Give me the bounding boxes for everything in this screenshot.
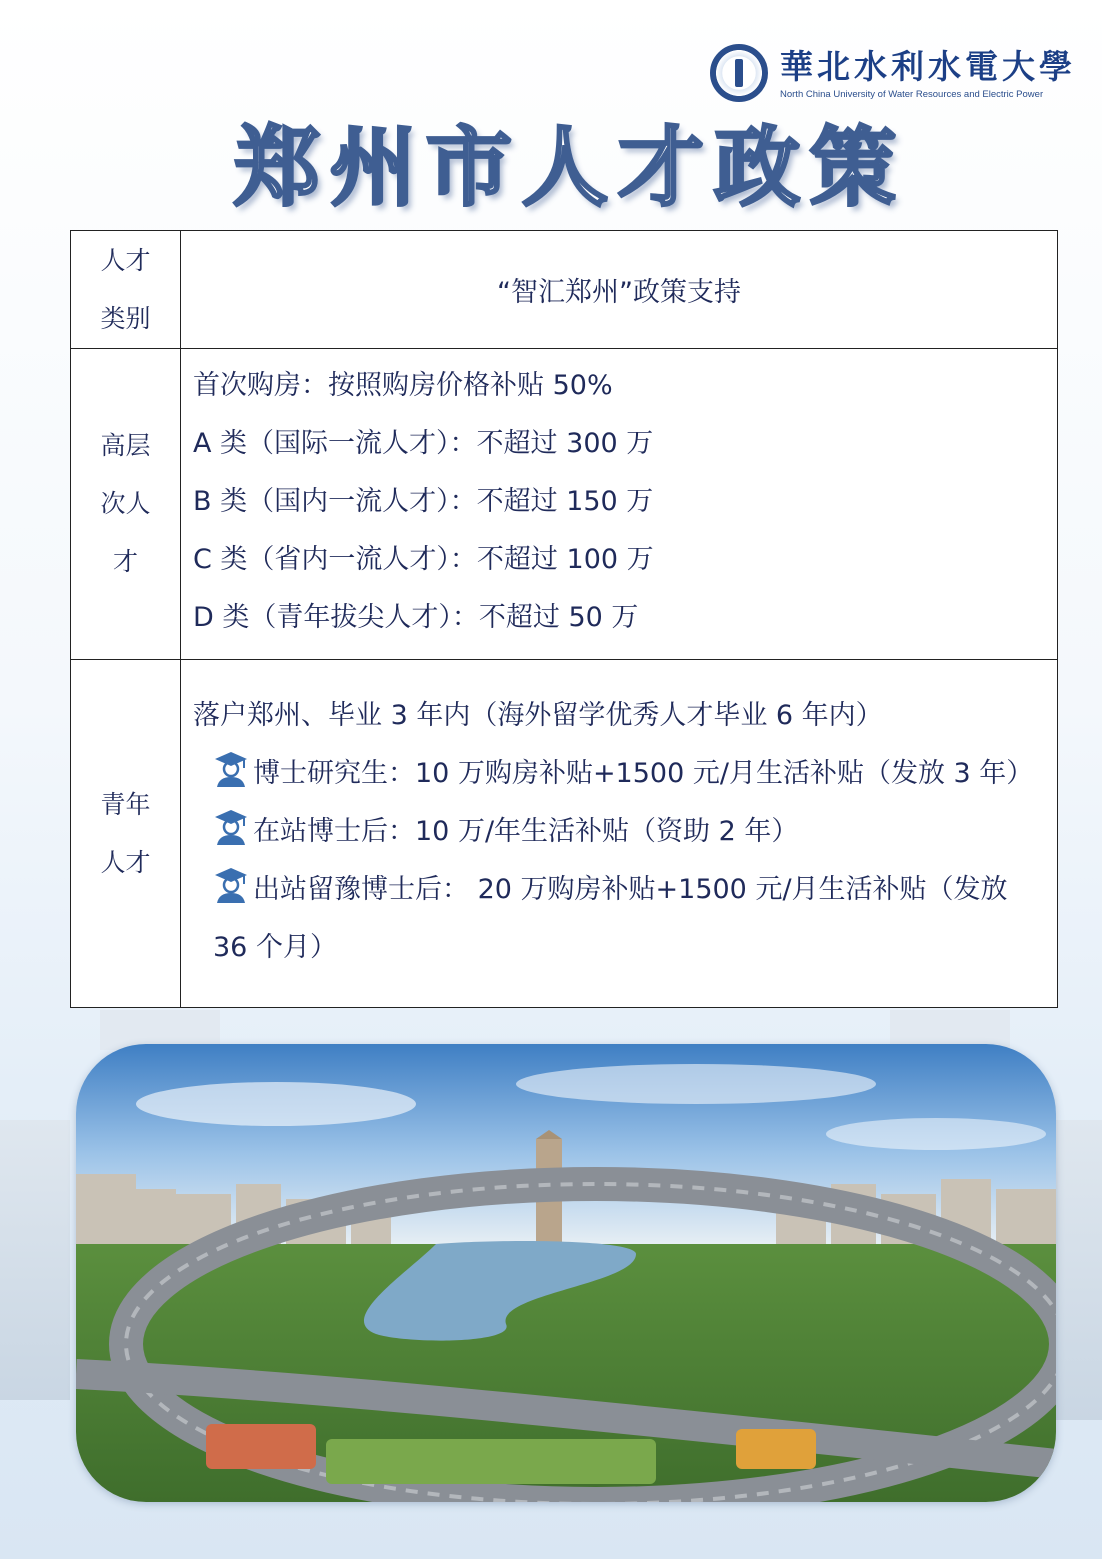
policy-item [193, 803, 1047, 861]
category-header-text: 人才类别 [100, 245, 151, 333]
policy-line: D 类（青年拔尖人才）：不超过 50 万 [193, 602, 639, 633]
table-row-young-talent [71, 660, 1058, 1008]
category-text-young-talent: 青年人才 [100, 789, 151, 877]
city-skyline-illustration [76, 1044, 1056, 1502]
graduate-icon [213, 866, 249, 904]
policy-cell-young-talent [181, 660, 1058, 1008]
policy-item-text: 在站博士后：10 万/年生活补贴（资助 2 年） [253, 815, 799, 847]
logo-english-name: North China University of Water Resources and Electric Power [780, 88, 1044, 100]
graduate-icon [213, 750, 249, 788]
category-cell-high-level [71, 349, 181, 660]
city-aerial-photo [76, 1044, 1056, 1502]
policy-line: B 类（国内一流人才）：不超过 150 万 [193, 486, 654, 517]
graduate-icon [213, 808, 249, 846]
policy-line: A 类（国际一流人才）：不超过 300 万 [193, 428, 654, 459]
policy-header-cell: “智汇郑州”政策支持 [181, 231, 1058, 349]
policy-cell-high-level [181, 349, 1058, 660]
category-text-high-level: 高层次人才 [100, 431, 151, 576]
policy-table [70, 230, 1058, 1008]
table-header-row [71, 231, 1058, 349]
university-logo [710, 44, 1076, 102]
background-building-left [0, 1120, 70, 1400]
university-seal-icon [710, 44, 768, 102]
policy-intro: 落户郑州、毕业 3 年内（海外留学优秀人才毕业 6 年内） [193, 699, 883, 731]
category-header-cell [71, 231, 181, 349]
logo-text [780, 47, 1076, 100]
policy-item-text: 出站留豫博士后： 20 万购房补贴+1500 元/月生活补贴（发放 36 个月） [213, 873, 1008, 963]
policy-line: C 类（省内一流人才）：不超过 100 万 [193, 544, 654, 575]
page-title: 郑州市人才政策 [234, 117, 906, 218]
policy-line: 首次购房：按照购房价格补贴 50% [193, 370, 613, 401]
logo-chinese-name: 華北水利水電大學 [780, 46, 1076, 86]
table-row-high-level [71, 349, 1058, 660]
policy-item [193, 745, 1047, 803]
policy-item [193, 861, 1047, 977]
policy-item-text: 博士研究生：10 万购房补贴+1500 元/月生活补贴（发放 3 年） [253, 757, 1034, 789]
category-cell-young-talent [71, 660, 181, 1008]
